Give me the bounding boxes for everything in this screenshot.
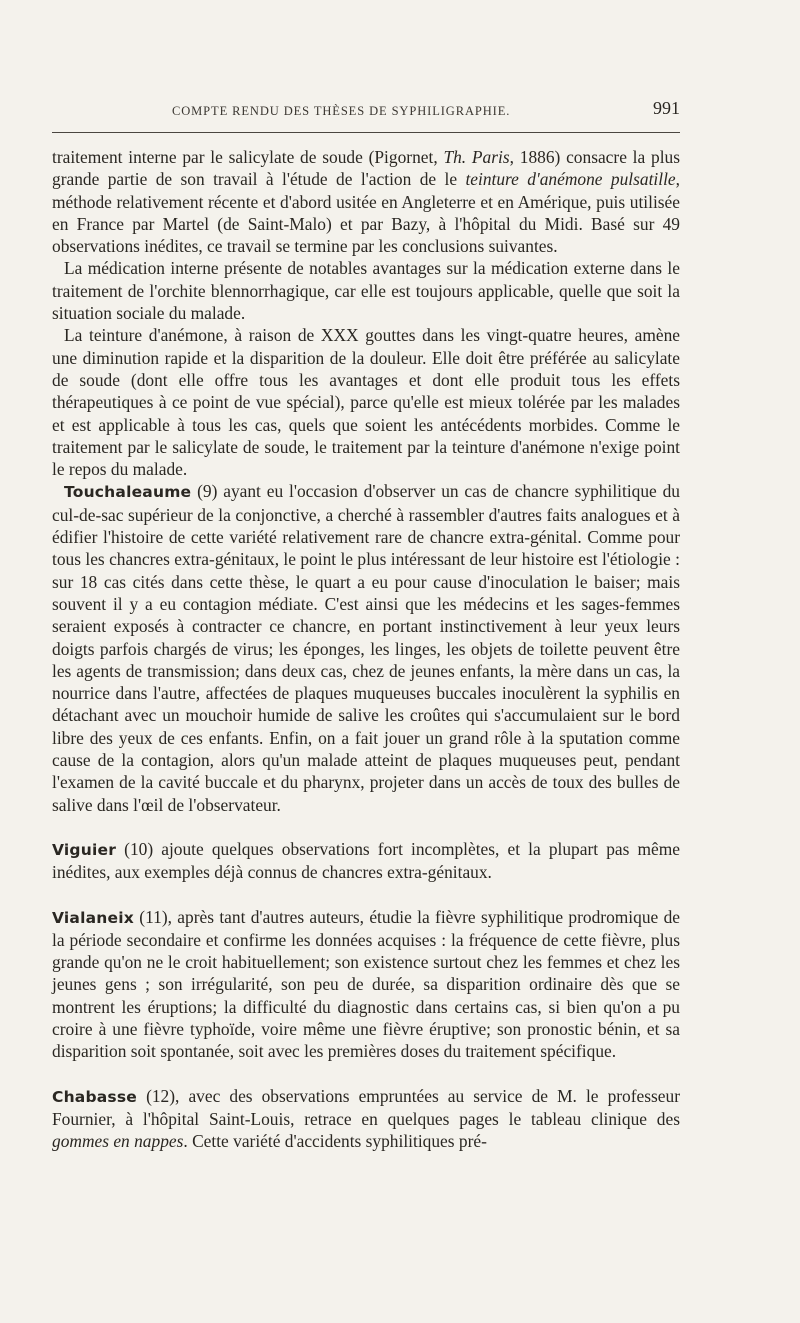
author-name: Vialaneix [52,908,134,927]
italic-term: teinture d'anémone pulsatille [465,169,676,190]
author-name: Chabasse [52,1087,137,1106]
body-text [52,146,680,1152]
paragraph-text: (9) ayant eu l'occasion d'observer un cas de chancre syphilitique du cul-de-sac supérieur de la conjonctive, a cherché à rassembler d'autres faits analogues et à édifier l'histoire de cette variété relativement rare de chancre extra-génital. Comme pour tous les chancres extra-génitaux, le point le plus intéressant de leur histoire est l'étiologie : sur 18 cas cités dans cette thèse, le quart a eu pour cause d'inoculation le baiser; mais souvent il y a eu contagion médiate. C'est ainsi que les médecins et les sages-femmes seraient exposés à contracter ce chancre, en portant instinctivement à leur yeux leurs doigts parfois chargés de virus; les éponges, les linges, les objets de toilette peuvent être les agents de transmission; dans deux cas, chez de jeunes enfants, la mère dans un cas, la nourrice dans l'autre, affectées de plaques muqueuses buccales inoculèrent la syphilis en détachant avec un mouchoir humide de salive les croûtes qui s'accumulaient sur le bord libre des yeux de ces enfants. Enfin, on a fait jouer un grand rôle à la sputation comme cause de la contagion, alors qu'un malade atteint de plaques muqueuses peut, pendant l'examen de la cavité buccale et du pharynx, projeter dans un accès de toux des bulles de salive dans l'œil de l'observateur. [52,481,680,815]
running-title: COMPTE RENDU DES THÈSES DE SYPHILIGRAPHIE. [172,104,511,118]
italic-term: gommes en nappes [52,1131,184,1152]
paragraph-text: (11), après tant d'autres auteurs, étudie la fièvre syphilitique prodromique de la période secondaire et confirme les données acquises : la fréquence de cette fièvre, plus grande qu'on ne le croit habituellement; son existence surtout chez les femmes et chez les jeunes gens ; son irrégularité, son peu de durée, sa disparition ordinaire dès que se montrent les éruptions; la difficulté du diagnostic dans certains cas, si bien qu'on a pu croire à une fièvre typhoïde, voire même une fièvre éruptive; son pronostic bénin, et sa disparition soit spontanée, soit avec les premières doses du traitement spécifique. [52,906,680,1062]
paragraph-text: traitement interne par le salicylate de soude (Pigornet, [52,147,444,167]
paragraph-text: (10) ajoute quelques observations fort incomplètes, et la plupart pas même inédites, aux exemples déjà connus de chancres extra-génitaux. [52,838,680,883]
paragraph-viguier [52,838,680,884]
paragraph-anemone-intro [52,146,680,257]
author-name: Viguier [52,840,117,859]
page-header [52,96,680,126]
header-rule [52,132,680,133]
page-number: 991 [653,98,680,118]
paragraph-text: . Cette variété d'accidents syphilitiques pré- [183,1131,487,1152]
paragraph-vialaneix [52,906,680,1063]
paragraph-conclusion-1: La médication interne présente de notables avantages sur la médication externe dans le traitement de l'orchite blennorrhagique, car elle est toujours applicable, quelle que soit la situation sociale du malade. [52,258,680,324]
paragraph-chabasse [52,1085,680,1153]
paragraph-text: , méthode relativement récente et d'abord usitée en Angleterre et en Amérique, puis utilisée en France par Martel (de Saint-Malo) et par Bazy, à l'hôpital du Midi. Basé sur 49 observations inédites, ce travail se termine par les conclusions suivantes. [52,169,680,257]
author-name: Touchaleaume [64,483,192,502]
paragraph-touchaleaume [52,480,680,815]
paragraph-text: , 1886) consacre la plus grande partie de son travail à l'étude de l'action de le [52,147,680,190]
italic-citation: Th. Paris [443,147,510,167]
paragraph-conclusion-2: La teinture d'anémone, à raison de XXX gouttes dans les vingt-quatre heures, amène une diminution rapide et la disparition de la douleur. Elle doit être préférée au salicylate de soude (dont elle offre tous les avantages et dont elle produit tous les effets thérapeutiques à ce point de vue spécial), parce qu'elle est mieux tolérée par les malades et est applicable à tous les cas, quels que soient les antécédents morbides. Comme le traitement par le salicylate de soude, le traitement par la teinture d'anémone n'exige point le repos du malade. [52,325,680,480]
paragraph-text: (12), avec des observations empruntées au service de M. le professeur Fournier, à l'hôpital Saint-Louis, retrace en quelques pages le tableau clinique des [52,1085,680,1129]
